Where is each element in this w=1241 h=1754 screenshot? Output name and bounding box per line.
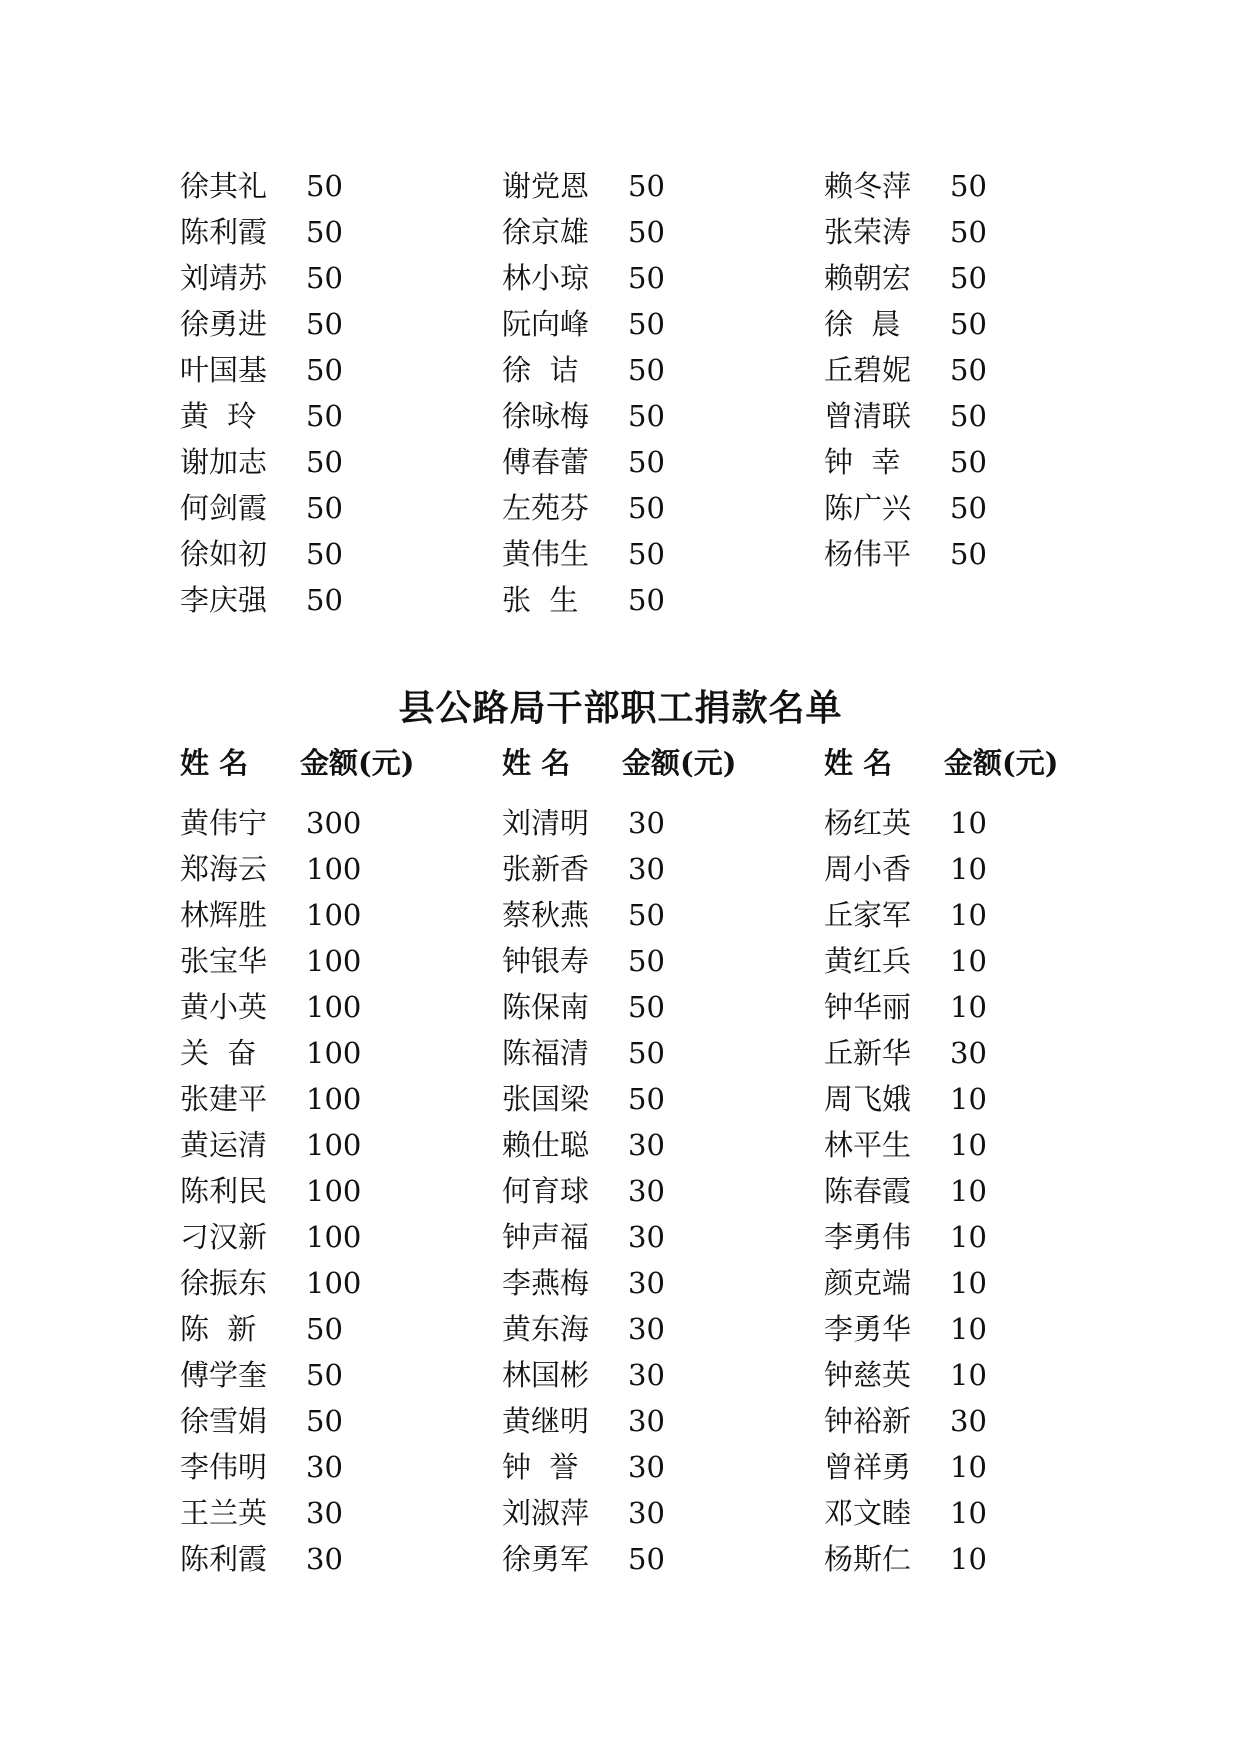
donor-name: 黄东海 xyxy=(502,1312,590,1346)
donor-row xyxy=(180,1306,502,1352)
donor-name: 钟 誉 xyxy=(502,1450,579,1484)
donor-row xyxy=(180,347,502,393)
donor-row xyxy=(824,301,1146,347)
donation-amount: 10 xyxy=(950,1358,987,1392)
donation-amount: 50 xyxy=(628,215,665,249)
donor-row xyxy=(824,1260,1146,1306)
donor-name: 黄 玲 xyxy=(180,399,257,433)
donor-row xyxy=(502,1536,824,1582)
donor-row xyxy=(502,163,824,209)
donation-amount: 100 xyxy=(306,1174,362,1208)
donor-row xyxy=(180,984,502,1030)
donor-name: 赖朝宏 xyxy=(824,261,912,295)
donor-name: 徐振东 xyxy=(180,1266,268,1300)
donor-row xyxy=(502,1352,824,1398)
donation-amount: 10 xyxy=(950,944,987,978)
donor-row xyxy=(824,1536,1146,1582)
donor-name: 陈春霞 xyxy=(824,1174,912,1208)
donor-row xyxy=(502,1260,824,1306)
donation-amount: 10 xyxy=(950,1220,987,1254)
header-amount: 金额(元) xyxy=(944,746,1059,780)
donor-name: 黄运清 xyxy=(180,1128,268,1162)
donation-amount: 30 xyxy=(628,1220,665,1254)
donation-amount: 50 xyxy=(306,1358,343,1392)
donation-amount: 100 xyxy=(306,1220,362,1254)
donor-name: 徐勇军 xyxy=(502,1542,590,1576)
donation-amount: 10 xyxy=(950,1082,987,1116)
donor-name: 张国梁 xyxy=(502,1082,590,1116)
donor-row xyxy=(180,1030,502,1076)
donor-row xyxy=(824,938,1146,984)
donation-amount: 50 xyxy=(628,445,665,479)
donation-amount: 50 xyxy=(306,307,343,341)
donor-name: 李勇伟 xyxy=(824,1220,912,1254)
donation-amount: 50 xyxy=(628,1082,665,1116)
donor-row xyxy=(824,1490,1146,1536)
donor-name: 黄伟宁 xyxy=(180,806,268,840)
donor-row xyxy=(180,1444,502,1490)
donation-amount: 10 xyxy=(950,1496,987,1530)
donation-amount: 50 xyxy=(306,399,343,433)
donor-name: 徐其礼 xyxy=(180,169,268,203)
donor-name: 徐 诘 xyxy=(502,353,579,387)
donor-row xyxy=(824,1214,1146,1260)
donor-name: 黄伟生 xyxy=(502,537,590,571)
donation-amount: 50 xyxy=(306,353,343,387)
donor-name: 张新香 xyxy=(502,852,590,886)
donor-row xyxy=(824,485,1146,531)
donor-row xyxy=(502,577,824,623)
donation-amount: 10 xyxy=(950,1450,987,1484)
donor-row xyxy=(824,892,1146,938)
donor-name: 陈 新 xyxy=(180,1312,257,1346)
donation-amount: 50 xyxy=(628,261,665,295)
donation-amount: 50 xyxy=(306,1312,343,1346)
donation-amount: 10 xyxy=(950,806,987,840)
donor-row xyxy=(502,1030,824,1076)
donor-name: 林国彬 xyxy=(502,1358,590,1392)
donor-row xyxy=(824,1168,1146,1214)
donor-name: 钟银寿 xyxy=(502,944,590,978)
donor-name: 徐雪娟 xyxy=(180,1404,268,1438)
donor-name: 钟慈英 xyxy=(824,1358,912,1392)
donation-amount: 30 xyxy=(950,1404,987,1438)
donation-amount: 50 xyxy=(306,169,343,203)
donor-name: 曾清联 xyxy=(824,399,912,433)
donor-name: 钟 幸 xyxy=(824,445,901,479)
donation-amount: 10 xyxy=(950,1174,987,1208)
donor-name: 蔡秋燕 xyxy=(502,898,590,932)
donation-amount: 50 xyxy=(628,169,665,203)
donor-row xyxy=(502,439,824,485)
donation-amount: 10 xyxy=(950,1266,987,1300)
header-name: 姓 名 xyxy=(824,746,893,780)
donor-row xyxy=(824,1030,1146,1076)
donor-name: 陈利霞 xyxy=(180,1542,268,1576)
donor-column xyxy=(502,163,824,623)
donor-name: 曾祥勇 xyxy=(824,1450,912,1484)
donation-amount: 50 xyxy=(628,353,665,387)
donation-amount: 50 xyxy=(306,445,343,479)
donor-row xyxy=(502,209,824,255)
donation-amount: 30 xyxy=(628,806,665,840)
donor-name: 黄继明 xyxy=(502,1404,590,1438)
donor-row xyxy=(180,1122,502,1168)
donor-name: 陈保南 xyxy=(502,990,590,1024)
donation-amount: 10 xyxy=(950,990,987,1024)
donor-row xyxy=(502,1122,824,1168)
donor-name: 刘淑萍 xyxy=(502,1496,590,1530)
donor-name: 李庆强 xyxy=(180,583,268,617)
donor-name: 阮向峰 xyxy=(502,307,590,341)
donation-amount: 30 xyxy=(628,1128,665,1162)
donation-amount: 50 xyxy=(628,1036,665,1070)
donor-row xyxy=(502,846,824,892)
column-header xyxy=(824,740,1146,786)
donation-amount: 30 xyxy=(306,1450,343,1484)
donation-amount: 30 xyxy=(628,1404,665,1438)
donor-name: 陈利民 xyxy=(180,1174,268,1208)
donor-name: 李燕梅 xyxy=(502,1266,590,1300)
donation-amount: 100 xyxy=(306,898,362,932)
donor-name: 张荣涛 xyxy=(824,215,912,249)
donation-amount: 100 xyxy=(306,1128,362,1162)
donation-amount: 50 xyxy=(628,898,665,932)
donation-amount: 50 xyxy=(628,583,665,617)
donor-row xyxy=(180,1398,502,1444)
donor-row xyxy=(180,255,502,301)
column-header xyxy=(502,740,824,786)
donation-amount: 10 xyxy=(950,852,987,886)
donor-name: 陈利霞 xyxy=(180,215,268,249)
donor-row xyxy=(180,485,502,531)
donor-name: 张建平 xyxy=(180,1082,268,1116)
donor-name: 丘新华 xyxy=(824,1036,912,1070)
donation-amount: 100 xyxy=(306,852,362,886)
donor-name: 钟华丽 xyxy=(824,990,912,1024)
donor-row xyxy=(502,800,824,846)
donor-row xyxy=(180,439,502,485)
donation-amount: 30 xyxy=(628,1496,665,1530)
donor-row xyxy=(180,301,502,347)
donor-row xyxy=(824,1076,1146,1122)
donor-name: 张 生 xyxy=(502,583,579,617)
donor-row xyxy=(502,1168,824,1214)
donor-row xyxy=(180,1076,502,1122)
header-name: 姓 名 xyxy=(502,746,571,780)
donor-row xyxy=(502,347,824,393)
donor-name: 李勇华 xyxy=(824,1312,912,1346)
donor-row xyxy=(824,163,1146,209)
donation-amount: 10 xyxy=(950,898,987,932)
donation-amount: 50 xyxy=(628,944,665,978)
donation-amount: 100 xyxy=(306,944,362,978)
donation-amount: 30 xyxy=(950,1036,987,1070)
donor-row xyxy=(502,1214,824,1260)
section-title: 县公路局干部职工捐款名单 xyxy=(398,687,843,729)
donation-amount: 100 xyxy=(306,1082,362,1116)
donor-name: 钟裕新 xyxy=(824,1404,912,1438)
donor-row xyxy=(824,347,1146,393)
donation-amount: 30 xyxy=(628,1312,665,1346)
donor-name: 张宝华 xyxy=(180,944,268,978)
donation-amount: 50 xyxy=(628,537,665,571)
donation-amount: 30 xyxy=(628,1266,665,1300)
bottom-donor-list xyxy=(180,800,1146,1582)
column-header-row xyxy=(180,740,1146,786)
donor-row xyxy=(824,1122,1146,1168)
donor-name: 林小琼 xyxy=(502,261,590,295)
header-amount: 金额(元) xyxy=(300,746,415,780)
donation-amount: 50 xyxy=(950,491,987,525)
donor-name: 周飞娥 xyxy=(824,1082,912,1116)
donation-amount: 50 xyxy=(950,537,987,571)
donation-amount: 50 xyxy=(950,215,987,249)
donor-name: 关 奋 xyxy=(180,1036,257,1070)
donor-row xyxy=(180,1490,502,1536)
donor-row xyxy=(502,255,824,301)
donor-name: 林平生 xyxy=(824,1128,912,1162)
donation-amount: 30 xyxy=(628,1174,665,1208)
donor-row xyxy=(824,1398,1146,1444)
donor-name: 王兰英 xyxy=(180,1496,268,1530)
donor-row xyxy=(824,209,1146,255)
donation-amount: 50 xyxy=(628,307,665,341)
donor-name: 周小香 xyxy=(824,852,912,886)
donor-row xyxy=(180,800,502,846)
donation-amount: 30 xyxy=(628,1450,665,1484)
donation-amount: 10 xyxy=(950,1128,987,1162)
donor-row xyxy=(502,1444,824,1490)
donor-name: 陈广兴 xyxy=(824,491,912,525)
donor-row xyxy=(502,1306,824,1352)
donor-row xyxy=(824,531,1146,577)
donor-row xyxy=(824,1352,1146,1398)
donor-name: 颜克端 xyxy=(824,1266,912,1300)
donation-amount: 50 xyxy=(950,353,987,387)
donor-name: 陈福清 xyxy=(502,1036,590,1070)
donor-row xyxy=(180,1168,502,1214)
header-name: 姓 名 xyxy=(180,746,249,780)
donor-row xyxy=(824,255,1146,301)
donor-row xyxy=(180,577,502,623)
donation-amount: 30 xyxy=(628,852,665,886)
donation-amount: 50 xyxy=(950,261,987,295)
donor-name: 赖仕聪 xyxy=(502,1128,590,1162)
donor-row xyxy=(502,892,824,938)
donor-name: 谢党恩 xyxy=(502,169,590,203)
donor-name: 谢加志 xyxy=(180,445,268,479)
donor-row xyxy=(824,1306,1146,1352)
donation-amount: 50 xyxy=(628,1542,665,1576)
donation-amount: 50 xyxy=(306,261,343,295)
donor-row xyxy=(180,1536,502,1582)
donor-row xyxy=(502,984,824,1030)
top-donor-list xyxy=(180,163,1146,623)
donation-amount: 10 xyxy=(950,1312,987,1346)
donor-name: 叶国基 xyxy=(180,353,268,387)
donor-name: 傅春蕾 xyxy=(502,445,590,479)
header-amount: 金额(元) xyxy=(622,746,737,780)
donor-name: 刘清明 xyxy=(502,806,590,840)
donor-row xyxy=(824,800,1146,846)
donor-name: 刘靖苏 xyxy=(180,261,268,295)
donor-name: 何育球 xyxy=(502,1174,590,1208)
donor-name: 丘家军 xyxy=(824,898,912,932)
column-header xyxy=(180,740,502,786)
donation-amount: 50 xyxy=(950,169,987,203)
donor-name: 黄小英 xyxy=(180,990,268,1024)
donor-name: 杨斯仁 xyxy=(824,1542,912,1576)
donation-amount: 50 xyxy=(306,215,343,249)
donation-amount: 30 xyxy=(306,1542,343,1576)
donor-row xyxy=(180,393,502,439)
donation-amount: 50 xyxy=(628,990,665,1024)
donor-column xyxy=(824,163,1146,623)
donor-row xyxy=(180,1214,502,1260)
donor-column xyxy=(180,163,502,623)
donor-name: 刁汉新 xyxy=(180,1220,268,1254)
donor-row xyxy=(180,892,502,938)
donation-amount: 50 xyxy=(306,583,343,617)
donor-name: 林辉胜 xyxy=(180,898,268,932)
donation-amount: 100 xyxy=(306,990,362,1024)
donor-row xyxy=(502,485,824,531)
donor-name: 邓文睦 xyxy=(824,1496,912,1530)
donor-row xyxy=(824,393,1146,439)
donor-name: 何剑霞 xyxy=(180,491,268,525)
donor-column xyxy=(180,800,502,1582)
donor-name: 杨伟平 xyxy=(824,537,912,571)
donor-row xyxy=(824,846,1146,892)
donor-row xyxy=(502,301,824,347)
donor-name: 徐 晨 xyxy=(824,307,901,341)
donation-amount: 50 xyxy=(950,307,987,341)
donor-row xyxy=(180,531,502,577)
donation-amount: 100 xyxy=(306,1266,362,1300)
donor-row xyxy=(824,439,1146,485)
donor-row xyxy=(502,1076,824,1122)
donor-row xyxy=(180,846,502,892)
donation-amount: 50 xyxy=(306,1404,343,1438)
donor-column xyxy=(502,800,824,1582)
donation-amount: 50 xyxy=(950,399,987,433)
donor-row xyxy=(180,1352,502,1398)
donation-amount: 30 xyxy=(628,1358,665,1392)
donor-row xyxy=(824,1444,1146,1490)
donation-amount: 50 xyxy=(950,445,987,479)
donor-name: 徐京雄 xyxy=(502,215,590,249)
donor-name: 钟声福 xyxy=(502,1220,590,1254)
donor-name: 丘碧妮 xyxy=(824,353,912,387)
donor-name: 徐勇进 xyxy=(180,307,268,341)
donor-row xyxy=(502,1490,824,1536)
donation-amount: 300 xyxy=(306,806,362,840)
donor-row xyxy=(180,163,502,209)
donor-name: 李伟明 xyxy=(180,1450,268,1484)
donor-name: 傅学奎 xyxy=(180,1358,268,1392)
donation-amount: 50 xyxy=(628,399,665,433)
donor-name: 徐咏梅 xyxy=(502,399,590,433)
donation-amount: 10 xyxy=(950,1542,987,1576)
donor-name: 郑海云 xyxy=(180,852,268,886)
donor-row xyxy=(180,209,502,255)
donor-row xyxy=(502,938,824,984)
donor-row xyxy=(824,984,1146,1030)
donor-row xyxy=(502,393,824,439)
donor-name: 徐如初 xyxy=(180,537,268,571)
donor-name: 黄红兵 xyxy=(824,944,912,978)
donor-column xyxy=(824,800,1146,1582)
donor-row xyxy=(502,1398,824,1444)
donation-amount: 30 xyxy=(306,1496,343,1530)
donor-row xyxy=(502,531,824,577)
donor-name: 左苑芬 xyxy=(502,491,590,525)
donor-row xyxy=(180,938,502,984)
donation-amount: 50 xyxy=(306,491,343,525)
donor-row xyxy=(180,1260,502,1306)
donor-name: 杨红英 xyxy=(824,806,912,840)
donation-amount: 100 xyxy=(306,1036,362,1070)
donor-name: 赖冬萍 xyxy=(824,169,912,203)
donation-amount: 50 xyxy=(628,491,665,525)
donation-amount: 50 xyxy=(306,537,343,571)
